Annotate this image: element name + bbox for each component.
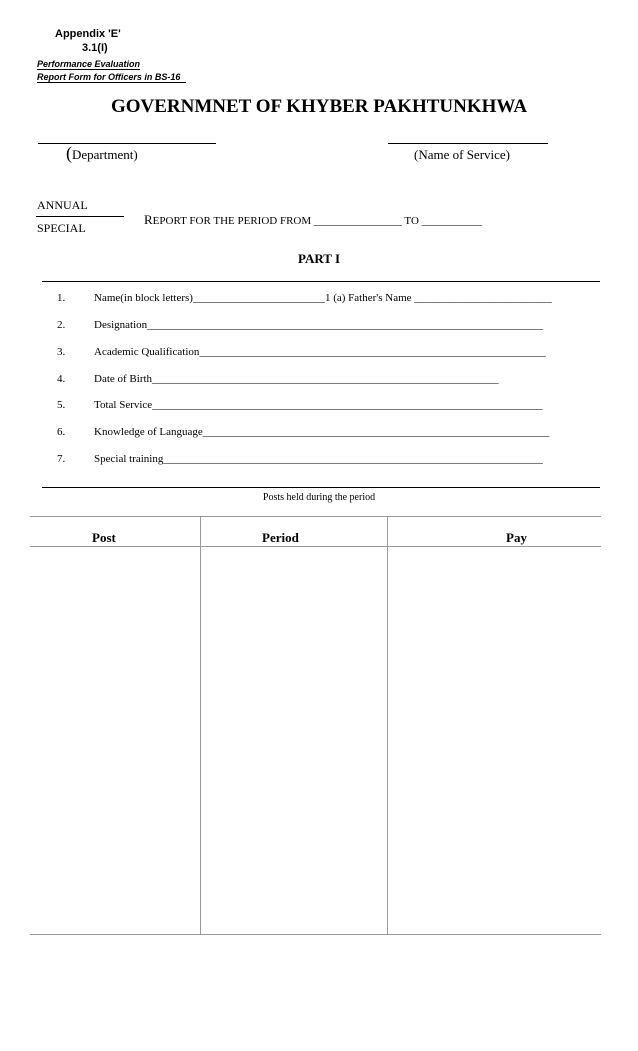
annual-option[interactable]: ANNUAL (37, 198, 88, 212)
item-number: 5. (57, 399, 66, 411)
part-one-heading: PART I (297, 251, 341, 266)
table-column-divider (200, 516, 201, 934)
item-number: 2. (57, 319, 66, 331)
item-number: 6. (57, 426, 66, 438)
appendix-label: Appendix 'E' (55, 28, 121, 40)
table-column-divider (387, 516, 388, 934)
item-text[interactable]: Knowledge of Language_______________________________________________________________ (94, 426, 550, 438)
service-blank-line[interactable] (388, 143, 548, 144)
form-type-label: Performance Evaluation (37, 59, 141, 69)
table-header-post: Post (92, 530, 116, 545)
item-text[interactable]: Date of Birth_______________________________________________________________ (94, 373, 499, 385)
item-text[interactable]: Name(in block letters)________________________1 (a) Father's Name _________________________ (94, 292, 552, 304)
report-type-divider (36, 216, 124, 217)
item-text[interactable]: Designation________________________________________________________________________ (94, 319, 544, 331)
posts-held-caption: Posts held during the period (262, 492, 376, 503)
table-header-pay: Pay (506, 530, 527, 545)
form-subtitle-label: Report Form for Officers in BS-16 (37, 72, 186, 83)
table-top-border (30, 516, 601, 517)
service-label: (Name of Service) (414, 147, 511, 162)
table-header-border (30, 546, 601, 547)
appendix-number: 3.1(I) (82, 42, 108, 54)
item-text[interactable]: Special training_____________________________________________________________________ (94, 453, 543, 465)
part-one-top-rule (42, 281, 600, 282)
report-period-initial: R (144, 212, 153, 227)
table-header-period: Period (262, 530, 299, 545)
item-number: 7. (57, 453, 66, 465)
item-number: 3. (57, 346, 66, 358)
item-text[interactable]: Academic Qualification_______________________________________________________________ (94, 346, 546, 358)
item-number: 4. (57, 373, 66, 385)
department-label-text: Department) (72, 147, 138, 162)
part-one-bottom-rule (42, 487, 600, 488)
item-number: 1. (57, 292, 66, 304)
department-label (66, 143, 138, 164)
page-title: GOVERNMNET OF KHYBER PAKHTUNKHWA (110, 96, 528, 117)
department-paren: ( (66, 143, 72, 163)
report-period-field[interactable] (144, 212, 482, 228)
special-option[interactable]: SPECIAL (37, 221, 86, 235)
item-text[interactable]: Total Service_______________________________________________________________________ (94, 399, 543, 411)
report-period-text: EPORT FOR THE PERIOD FROM ________________ TO ___________ (152, 215, 483, 227)
table-bottom-border (30, 934, 601, 935)
